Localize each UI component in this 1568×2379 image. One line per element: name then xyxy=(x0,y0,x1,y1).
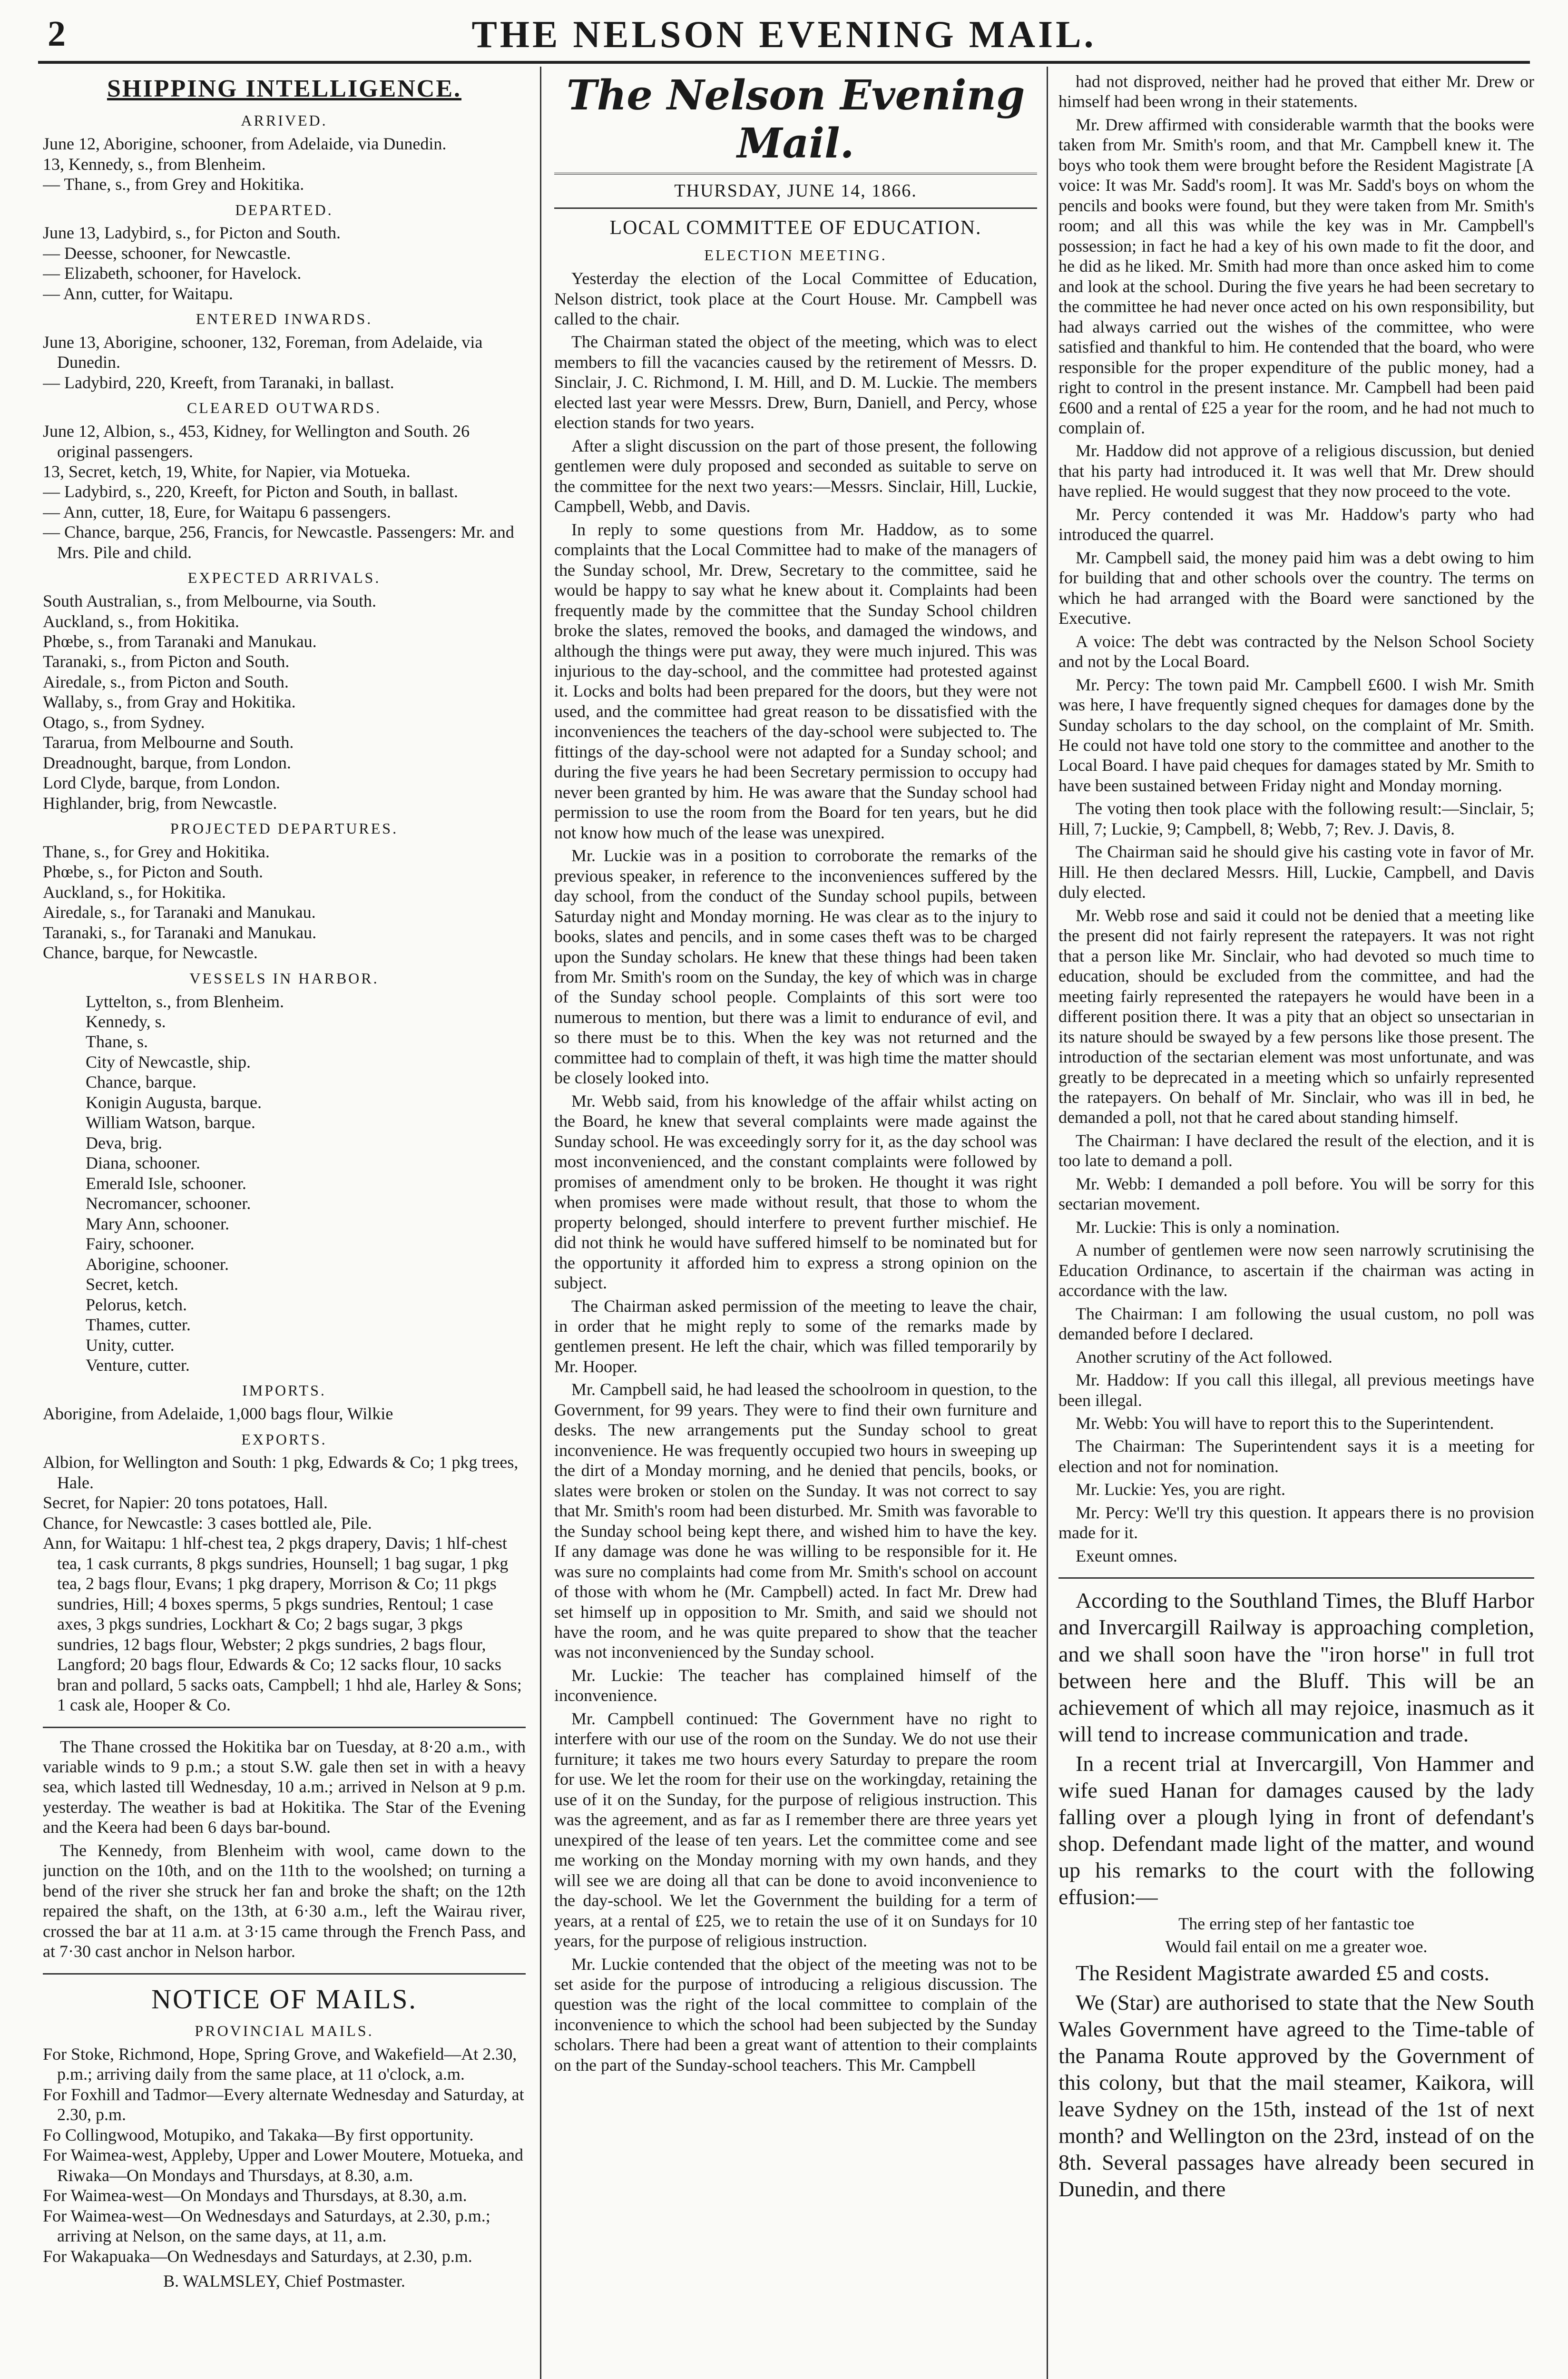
news-paragraph: In a recent trial at Invercargill, Von Hammer and wife sued Hanan for damages caused by the lady falling over a plough lying in front of defendant's shop. Defendant made light of the matter, and wound up his remarks to the court with the following effusion:— xyxy=(1058,1751,1534,1909)
vessel-entry: Lyttelton, s., from Blenheim. xyxy=(86,992,284,1011)
shipping-entry: June 12, Aborigine, schooner, from Adelaide, via Dunedin. xyxy=(43,134,447,154)
article-title: LOCAL COMMITTEE OF EDUCATION. xyxy=(609,216,982,239)
vessel-entry: Unity, cutter. xyxy=(86,1335,175,1355)
paragraph: Mr. Luckie: Yes, you are right. xyxy=(1076,1480,1285,1499)
paragraph: Mr. Webb: I demanded a poll before. You will be sorry for this sectarian movement. xyxy=(1058,1174,1534,1214)
shipping-entry: — Ladybird, 220, Kreeft, from Taranaki, in ballast. xyxy=(43,373,394,392)
harbor-heading: VESSELS IN HARBOR. xyxy=(189,969,379,987)
shipping-entry: Taranaki, s., for Taranaki and Manukau. xyxy=(43,923,317,942)
paragraph: In reply to some questions from Mr. Haddow, as to some complaints that the Local Committee had to make of the managers of the Sunday school, Mr. Drew, Secretary to the committee, said he would be happy to say what he knew about it. Complaints had been frequently made by the committee that the Sunday School children broke the slates, removed the books, and damaged the windows, and although the things were put away, they were much injured. This was injurious to the day-school, and the committee had protested against it. Locks and bolts had been prepared for the doors, but they were not used, and the committee had great reason to be dissatisfied with the inconveniences the teachers of the day-school were subjected to. The fittings of the day-school were not adapted for a Sunday school; and during the five years he had been Secretary permission to occupy had never been granted by him. He was aware that the Sunday school had permission to use the room from the Board for ten years, but he did not know how much of the lease was unexpired. xyxy=(554,520,1037,842)
column-divider xyxy=(540,67,541,2379)
shipping-entry: Phœbe, s., from Taranaki and Manukau. xyxy=(43,632,317,651)
shipping-entry: Otago, s., from Sydney. xyxy=(43,712,205,732)
shipping-entry: Phœbe, s., for Picton and South. xyxy=(43,862,263,882)
departed-list xyxy=(43,223,526,304)
cleared-heading: CLEARED OUTWARDS. xyxy=(186,399,382,417)
mails-title: NOTICE OF MAILS. xyxy=(151,1983,417,2015)
vessel-entry: Chance, barque. xyxy=(86,1072,196,1092)
paragraph: The Thane crossed the Hokitika bar on Tuesday, at 8·20 a.m., with variable winds to 9 p.m.; a stout S.W. gale then set in with a heavy sea, which lasted till Wednesday, 10 a.m.; arrived in Nelson at 9 p.m. yesterday. The weather is bad at Hokitika. The Star of the Evening and the Keera had been 6 days bar-bound. xyxy=(43,1737,526,1837)
shipping-entry: — Ann, cutter, for Waitapu. xyxy=(43,284,233,303)
vessel-entry: Mary Ann, schooner. xyxy=(86,1214,229,1233)
vessel-entry: Secret, ketch. xyxy=(86,1275,178,1294)
shipping-entry: Wallaby, s., from Gray and Hokitika. xyxy=(43,692,296,712)
article-continuation xyxy=(1058,71,1534,1566)
news-paragraph: We (Star) are authorised to state that the New South Wales Government have agreed to the Time-table of the Panama Route approved by the Government of this colony, but that the mail steamer, Kaikora, will leave Sydney on the 15th, instead of the 1st of next month? and Wellington on the 23rd, instead of on the 8th. Several passages have already been secured in Dunedin, and there xyxy=(1058,1990,1534,2202)
masthead xyxy=(0,0,1568,62)
paragraph: Mr. Drew affirmed with considerable warmth that the books were taken from Mr. Smith's room, and that Mr. Campbell knew it. The boys who took them were brought before the Resident Magistrate [A voice: It was Mr. Sadd's room]. It was Mr. Sadd's boys on whom the pencils and books were found, but they were taken from Mr. Smith's room; and all this was while the key was in Mr. Campbell's possession; in fact he had a key of his own made to fit the door, and he did as he liked. Mr. Smith had more than once asked him to come and look at the school. During the five years he had been secretary to the committee he had never once acted on his own responsibility, but had always carried out the wishes of the committee, who were satisfied and thankful to him. He contended that the board, who were responsible for the proper expenditure of the public money, had a right to control in the present instance. Mr. Campbell had been paid £600 and a rental of £25 a year for the room, and he had not much to complain of. xyxy=(1058,115,1534,437)
paragraph: Yesterday the election of the Local Committee of Education, Nelson district, took place at the Court House. Mr. Campbell was called to the chair. xyxy=(554,269,1037,328)
vessel-entry: Thames, cutter. xyxy=(86,1315,191,1335)
news-items xyxy=(1058,1587,1534,1910)
paragraph: Mr. Luckie was in a position to corroborate the remarks of the previous speaker, in reference to the inconveniences suffered by the day school, from the conduct of the Sunday school pupils, between Saturday night and Monday morning. He was clear as to the injury to books, slates and pencils, and in some cases theft was to be charged upon the Sunday scholars. He knew that these things had been taken from Mr. Smith's room on the Sunday, the key of which was in charge of the Sunday school people. Complaints of this sort were too numerous to mention, but there was a limit to endurance of evil, and so there must be to this. When the key was not returned and the committee had to complain of theft, it was high time the matter should be closely looked into. xyxy=(554,846,1037,1088)
paragraph: The Kennedy, from Blenheim with wool, came down to the junction on the 10th, and on the 11th to the woolshed; on turning a bend of the river she struck her fan and broke the shaft; on the 12th repaired the shaft, on the 13th, at 6·30 a.m., left the Wairau river, crossed the bar at 11 a.m. at 3·15 came through the French Pass, and at 7·30 cast anchor in Nelson harbor. xyxy=(43,1840,526,1961)
vessel-entry: Diana, schooner. xyxy=(86,1153,200,1173)
shipping-title: SHIPPING INTELLIGENCE. xyxy=(107,75,462,102)
imports-heading: IMPORTS. xyxy=(242,1382,326,1399)
shipping-entry: June 13, Ladybird, s., for Picton and South. xyxy=(43,223,341,243)
imports-list xyxy=(43,1404,526,1424)
shipping-entry: June 12, Albion, s., 453, Kidney, for Wellington and South. 26 original passengers. xyxy=(43,422,470,461)
vessel-entry: Pelorus, ketch. xyxy=(86,1295,187,1314)
paragraph: Mr. Campbell said, the money paid him was a debt owing to him for building that and other schools over the country. The terms on which he had arranged with the Board were sanctioned by the Executive. xyxy=(1058,548,1534,628)
paragraph: The Chairman: I am following the usual custom, no poll was demanded before I declared. xyxy=(1058,1304,1534,1344)
arrived-heading: ARRIVED. xyxy=(241,112,328,129)
paragraph: Mr. Luckie: This is only a nomination. xyxy=(1076,1217,1340,1237)
article-body xyxy=(554,268,1037,2075)
verse-line: The erring step of her fantastic toe xyxy=(1178,1914,1414,1933)
shipping-entry: Taranaki, s., from Picton and South. xyxy=(43,652,290,671)
paragraph: After a slight discussion on the part of those present, the following gentlemen were duly proposed and seconded as suitable to serve on the committee for the next two years:—Messrs. Sinclair, Hill, Luckie, Campbell, Webb, and Davis. xyxy=(554,436,1037,516)
shipping-entry: — Elizabeth, schooner, for Havelock. xyxy=(43,264,302,283)
mail-entry: For Stoke, Richmond, Hope, Spring Grove, and Wakefield—At 2.30, p.m.; arriving daily from the same place, at 11 o'clock, a.m. xyxy=(43,2044,517,2084)
paragraph: A number of gentlemen were now seen narrowly scrutinising the Education Ordinance, to ascertain if the chairman was acting in accordance with the law. xyxy=(1058,1240,1534,1300)
dateline: THURSDAY, JUNE 14, 1866. xyxy=(554,180,1037,209)
paragraph: Mr. Luckie: The teacher has complained himself of the inconvenience. xyxy=(554,1665,1037,1705)
shipping-entry: — Chance, barque, 256, Francis, for Newcastle. Passengers: Mr. and Mrs. Pile and child. xyxy=(43,522,514,562)
entered-list xyxy=(43,332,526,393)
harbor-list xyxy=(43,992,526,1376)
paragraph: Mr. Percy: The town paid Mr. Campbell £600. I wish Mr. Smith was here, I have frequently signed cheques for damages done by the Sunday scholars to the day school, on the complaint of Mr. Smith. He could not have told one story to the committee and another to the Local Board. I have paid cheques for damages stated by Mr. Smith to have been sustained between Friday night and Monday morning. xyxy=(1058,675,1534,795)
shipping-entry: Dreadnought, barque, from London. xyxy=(43,753,291,772)
column-editorial xyxy=(554,71,1037,2379)
expected-list xyxy=(43,591,526,813)
vessel-entry: Venture, cutter. xyxy=(86,1355,190,1375)
paragraph: Mr. Percy: We'll try this question. It appears there is no provision made for it. xyxy=(1058,1503,1534,1543)
arrived-list xyxy=(43,134,526,194)
paragraph: Another scrutiny of the Act followed. xyxy=(1076,1347,1333,1366)
paragraph: The voting then took place with the following result:—Sinclair, 5; Hill, 7; Luckie, 9; Campbell, 8; Webb, 7; Rev. J. Davis, 8. xyxy=(1058,799,1534,838)
masthead-rule xyxy=(38,61,1530,64)
paragraph: Mr. Percy contended it was Mr. Haddow's party who had introduced the quarrel. xyxy=(1058,504,1534,544)
section-rule xyxy=(1058,1577,1534,1579)
vessel-entry: Konigin Augusta, barque. xyxy=(86,1092,262,1112)
shipping-entry: Airedale, s., from Picton and South. xyxy=(43,672,289,691)
exports-heading: EXPORTS. xyxy=(241,1430,327,1448)
section-rule xyxy=(43,1973,526,1975)
paragraph: A voice: The debt was contracted by the Nelson School Society and not by the Local Board. xyxy=(1058,631,1534,671)
verse-line: Would fail entail on me a greater woe. xyxy=(1165,1937,1428,1956)
shipping-entry: — Ann, cutter, 18, Eure, for Waitapu 6 passengers. xyxy=(43,502,391,521)
shipping-entry: Airedale, s., for Taranaki and Manukau. xyxy=(43,903,316,922)
vessel-entry: Deva, brig. xyxy=(86,1133,162,1152)
projected-heading: PROJECTED DEPARTURES. xyxy=(170,820,399,837)
paragraph: The Chairman: The Superintendent says it is a meeting for election and not for nomination. xyxy=(1058,1436,1534,1476)
paragraph: Mr. Luckie contended that the object of the meeting was not to be set aside for the purpose of introducing a religious discussion. The question was the right of the local committee to complain of the inconvenience to which the school had been subjected by the Sunday scholars. There had been a great want of attention to their complaints on the part of the Sunday-school teachers. This Mr. Campbell xyxy=(554,1954,1037,2074)
shipping-entry: Chance, barque, for Newcastle. xyxy=(43,943,258,963)
shipping-entry: Thane, s., for Grey and Hokitika. xyxy=(43,842,270,861)
shipping-entry: 13, Secret, ketch, 19, White, for Napier, via Motueka. xyxy=(43,462,411,481)
paragraph: Mr. Webb rose and said it could not be denied that a meeting like the present did not fairly represent the ratepayers. It was not right that a person like Mr. Sinclair, who had devoted so much time to education, should be excluded from the committee, and had the meeting fairly represented the ratepayers he would have been in a different position there. It was a pity that an object so unsectarian in its nature should be swayed by a few persons like those present. The introduction of the sectarian element was most unfortunate, and was greatly to be deprecated in a meeting which so unfairly represented the ratepayers. On behalf of Mr. Sinclair, who was ill in bed, he demanded a poll, not that he cared about standing himself. xyxy=(1058,905,1534,1127)
news-paragraph: The Resident Magistrate awarded £5 and costs. xyxy=(1076,1960,1490,1985)
nameplate: The Nelson Evening Mail. xyxy=(554,71,1037,175)
page-number: 2 xyxy=(48,14,66,54)
shipping-news xyxy=(43,1737,526,1962)
column-continued xyxy=(1058,71,1534,2379)
vessel-entry: Emerald Isle, schooner. xyxy=(86,1173,246,1193)
export-entry: Ann, for Waitapu: 1 hlf-chest tea, 2 pkgs drapery, Davis; 1 hlf-chest tea, 1 cask currants, 8 pkgs sundries, Hounsell; 1 bag sugar, 1 pkg tea, 2 bags flour, Evans; 1 pkg drapery, Morrison & Co; 11 pkgs sundries, Hill; 4 boxes sperms, 5 pkgs sundries, Rentoul; 1 case axes, 3 pkgs sundries, Lockhart & Co; 2 bags sugar, 3 pkgs sundries, 12 bags flour, Webster; 2 pkgs sundries, 2 bags flour, Langford; 20 bags flour, Edwards & Co; 12 sacks flour, 10 sacks bran and pollard, 5 sacks oats, Campbell; 1 hhd ale, Harley & Sons; 1 cask ale, Hooper & Co. xyxy=(43,1534,522,1715)
shipping-entry: Highlander, brig, from Newcastle. xyxy=(43,793,277,813)
exports-list xyxy=(43,1452,526,1715)
news-paragraph: According to the Southland Times, the Bluff Harbor and Invercargill Railway is approaching completion, and we shall soon have the "iron horse" in full trot between here and the Bluff. This will be an achievement of which all may rejoice, inasmuch as it will tend to increase communication and trade. xyxy=(1058,1588,1534,1746)
export-entry: Albion, for Wellington and South: 1 pkg, Edwards & Co; 1 pkg trees, Hale. xyxy=(43,1453,519,1492)
paragraph: The Chairman: I have declared the result of the election, and it is too late to demand a poll. xyxy=(1058,1131,1534,1170)
vessel-entry: Necromancer, schooner. xyxy=(86,1194,251,1213)
vessel-entry: Fairy, schooner. xyxy=(86,1234,195,1254)
paragraph: Mr. Haddow: If you call this illegal, all previous meetings have been illegal. xyxy=(1058,1370,1534,1410)
vessel-entry: City of Newcastle, ship. xyxy=(86,1052,251,1072)
section-rule xyxy=(43,1727,526,1728)
mail-entry: For Waimea-west—On Mondays and Thursdays, at 8.30, a.m. xyxy=(43,2186,467,2205)
export-entry: Secret, for Napier: 20 tons potatoes, Hall. xyxy=(43,1493,328,1513)
entered-heading: ENTERED INWARDS. xyxy=(196,310,373,328)
mail-entry: Fo Collingwood, Motupiko, and Takaka—By first opportunity. xyxy=(43,2125,474,2144)
shipping-entry: June 13, Aborigine, schooner, 132, Foreman, from Adelaide, via Dunedin. xyxy=(43,332,483,372)
paragraph: Mr. Campbell continued: The Government have no right to interfere with our use of the room on the Sunday. We do not use their furniture; it takes me two hours every Saturday to prepare the room for use. We let the room for their use on the workingday, retaining the use of it on the Sunday, for the purpose of religious instruction. This was the agreement, and as far as I remember there are three years yet unexpired of the lease of ten years. Let the committee come and see me working on the Monday morning with my own hands, and they will see we are doing all that can be done to avoid inconvenience to the day-school. We let the Government the building for a term of years, at a rental of £25, we to retain the use of it on Sundays for 10 years, for the purpose of religious instruction. xyxy=(554,1709,1037,1951)
export-entry: Chance, for Newcastle: 3 cases bottled ale, Pile. xyxy=(43,1513,372,1533)
projected-list xyxy=(43,842,526,963)
paragraph: The Chairman asked permission of the meeting to leave the chair, in order that he might reply to some of the remarks made by gentlemen present. He left the chair, which was filled temporarily by Mr. Hooper. xyxy=(554,1296,1037,1376)
shipping-entry: 13, Kennedy, s., from Blenheim. xyxy=(43,154,266,174)
news-items-continued xyxy=(1058,1960,1534,2203)
paragraph: Mr. Campbell said, he had leased the schoolroom in question, to the Government, for 99 years. They were to find their own furniture and desks. The new arrangements put the Sunday school to great inconvenience. He was frequently occupied two hours in sweeping up the dirt of a Monday morning, and he denied that pencils, books, or slates were broken or stolen on the Sunday. It was not correct to say that Mr. Smith's room had been disturbed. Mr. Smith was favorable to the Sunday school being kept there, and wished him to have the key. If any damage was done he was willing to be responsible for it. He was sure no complaints had come from Mr. Smith's school on account of those with whom he (Mr. Campbell) acted. In fact Mr. Drew had set himself up in opposition to Mr. Smith, and said we should not have the room, and he was quite prepared to show that the teacher was not inconvenienced by the Sunday school. xyxy=(554,1380,1037,1662)
shipping-entry: Tararua, from Melbourne and South. xyxy=(43,733,294,752)
import-entry: Aborigine, from Adelaide, 1,000 bags flour, Wilkie xyxy=(43,1404,393,1424)
vessel-entry: Kennedy, s. xyxy=(86,1012,166,1032)
vessel-entry: William Watson, barque. xyxy=(86,1113,255,1132)
postmaster-signature: B. WALMSLEY, Chief Postmaster. xyxy=(163,2271,405,2291)
paragraph: had not disproved, neither had he proved that either Mr. Drew or himself had been wrong in their statements. xyxy=(1058,72,1534,111)
shipping-entry: — Deesse, schooner, for Newcastle. xyxy=(43,243,291,263)
shipping-entry: Auckland, s., for Hokitika. xyxy=(43,882,226,902)
column-divider xyxy=(1047,67,1048,2379)
shipping-entry: Lord Clyde, barque, from London. xyxy=(43,773,280,793)
paragraph: Mr. Haddow did not approve of a religious discussion, but denied that his party had introduced it. It was well that Mr. Drew should have replied. He would suggest that they now proceed to the vote. xyxy=(1058,441,1534,501)
paragraph: The Chairman said he should give his casting vote in favor of Mr. Hill. He then declared Messrs. Hill, Luckie, Campbell, and Davis duly elected. xyxy=(1058,842,1534,902)
mails-subtitle: PROVINCIAL MAILS. xyxy=(195,2022,374,2040)
paragraph: The Chairman stated the object of the meeting, which was to elect members to fill the vacancies caused by the retirement of Messrs. D. Sinclair, J. C. Richmond, I. M. Hill, and D. M. Luckie. The members elected last year were Messrs. Drew, Burn, Daniell, and Percy, whose election stands for two years. xyxy=(554,332,1037,433)
paragraph: Mr. Webb said, from his knowledge of the affair whilst acting on the Board, he knew that several complaints were made against the Sunday school. He was exceedingly sorry for it, as the day school was most inconvenienced, and the constant complaints were followed by promises of amendment only to be broken. He thought it was right when promises were made without result, that those to whom the property belonged, should interfere to prevent further mischief. He did not think he would have suffered himself to be nominated but for the opportunity it afforded him to express a strong opinion on the subject. xyxy=(554,1091,1037,1293)
paragraph: Exeunt omnes. xyxy=(1076,1546,1177,1565)
cleared-list xyxy=(43,421,526,562)
paragraph: Mr. Webb: You will have to report this to the Superintendent. xyxy=(1076,1414,1494,1433)
shipping-entry: — Thane, s., from Grey and Hokitika. xyxy=(43,175,304,194)
column-shipping xyxy=(43,71,526,2379)
expected-heading: EXPECTED ARRIVALS. xyxy=(187,569,381,587)
shipping-entry: South Australian, s., from Melbourne, via South. xyxy=(43,591,376,611)
verse xyxy=(1058,1914,1534,1957)
mail-entry: For Waimea-west—On Wednesdays and Saturdays, at 2.30, p.m.; arriving at Nelson, on the same days, at 11, a.m. xyxy=(43,2206,490,2246)
newspaper-title: THE NELSON EVENING MAIL. xyxy=(471,14,1097,56)
departed-heading: DEPARTED. xyxy=(235,201,333,218)
mails-list xyxy=(43,2044,526,2266)
shipping-entry: Auckland, s., from Hokitika. xyxy=(43,611,239,631)
vessel-entry: Aborigine, schooner. xyxy=(86,1254,229,1274)
mail-entry: For Foxhill and Tadmor—Every alternate Wednesday and Saturday, at 2.30, p.m. xyxy=(43,2084,524,2124)
article-subtitle: ELECTION MEETING. xyxy=(704,246,887,264)
vessel-entry: Thane, s. xyxy=(86,1032,148,1052)
mail-entry: For Waimea-west, Appleby, Upper and Lower Moutere, Motueka, and Riwaka—On Mondays and Thursdays, at 8.30, a.m. xyxy=(43,2145,523,2185)
shipping-entry: — Ladybird, s., 220, Kreeft, for Picton and South, in ballast. xyxy=(43,482,458,501)
mail-entry: For Wakapuaka—On Wednesdays and Saturdays, at 2.30, p.m. xyxy=(43,2246,472,2266)
